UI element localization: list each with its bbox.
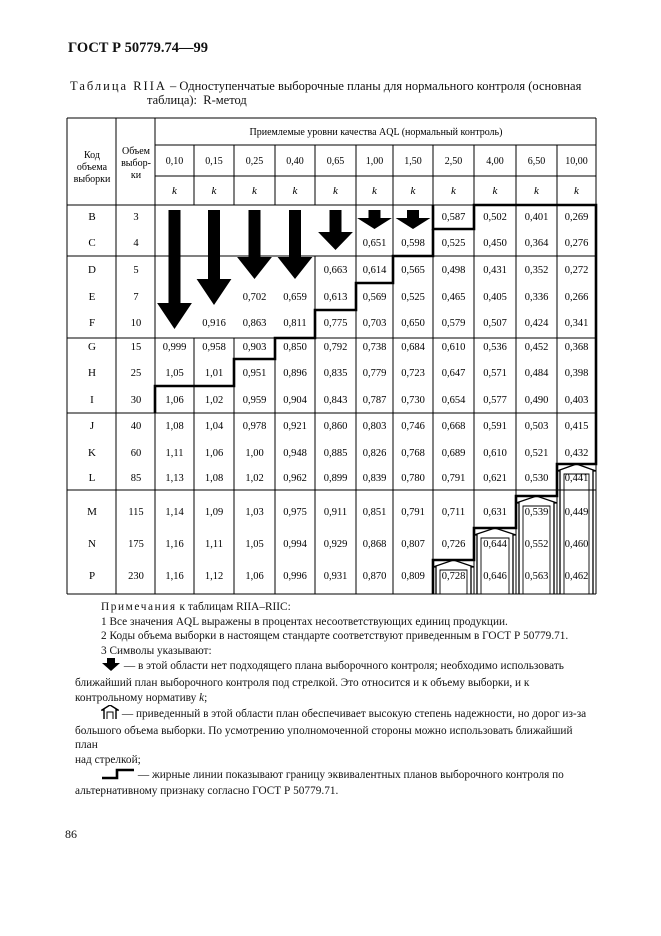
note-1: 1 Все значения AQL выражены в процентах несоответствующих единиц продукции.: [101, 615, 508, 628]
down-arrow-icon: [101, 658, 121, 676]
k-value: 0,780: [401, 473, 425, 484]
k-value: 0,870: [362, 571, 387, 582]
k-value: 0,807: [401, 539, 425, 550]
k-value: 0,651: [362, 238, 387, 249]
sample-code: L: [88, 472, 96, 484]
sample-code: I: [90, 394, 94, 406]
k-value: 0,911: [323, 507, 348, 518]
down-arrow-icon: [237, 210, 272, 279]
k-value: 0,826: [362, 448, 387, 459]
caption-text-2: таблица):: [147, 93, 198, 107]
k-value: 0,563: [524, 571, 549, 582]
k-value: 0,779: [362, 368, 387, 379]
aql-level: 0,65: [326, 156, 345, 167]
k-value: 0,415: [564, 421, 589, 432]
k-value: 0,490: [524, 395, 549, 406]
sample-code: D: [88, 264, 96, 276]
k-value: 0,868: [362, 539, 387, 550]
sample-code: F: [88, 317, 96, 329]
down-arrow-icon: [157, 210, 192, 329]
notes-title-label: Примечания: [101, 601, 177, 613]
k-value: 0,702: [242, 292, 267, 303]
k-symbol: k: [410, 185, 416, 197]
k-value: 1,14: [165, 507, 184, 518]
k-value: 0,525: [441, 238, 466, 249]
k-value: 0,401: [524, 212, 549, 223]
size-column-header: ки: [130, 170, 142, 181]
k-value: 1,08: [204, 473, 224, 484]
k-value: 0,896: [283, 368, 307, 379]
k-value: 0,276: [564, 238, 589, 249]
k-value: 0,598: [401, 238, 425, 249]
k-value: 0,650: [401, 318, 425, 329]
k-value: 0,621: [483, 473, 507, 484]
k-value: 0,450: [483, 238, 507, 249]
k-value: 0,498: [441, 265, 466, 276]
k-value: 0,452: [524, 342, 549, 353]
symbol-1-text-b: ближайший план выборочного контроля под стрелкой. Это относится и к объему выборки, и к: [75, 676, 530, 689]
k-value: 0,860: [323, 421, 348, 432]
k-value: 0,449: [564, 507, 589, 518]
k-value: 0,364: [524, 238, 549, 249]
k-value: 1,11: [165, 448, 184, 459]
caption-label: Таблица RIIA: [70, 79, 167, 93]
k-value: 1,05: [165, 368, 184, 379]
k-value: 0,792: [323, 342, 348, 353]
k-value: 0,959: [242, 395, 267, 406]
k-value: 0,962: [283, 473, 307, 484]
k-value: 0,791: [401, 507, 425, 518]
sample-code: J: [89, 420, 95, 432]
k-value: 0,441: [564, 473, 589, 484]
sample-size: 175: [128, 539, 144, 550]
k-value: 0,539: [524, 507, 549, 518]
sample-size: 4: [133, 238, 139, 249]
k-value: 0,579: [441, 318, 466, 329]
sample-size: 7: [133, 292, 139, 303]
sample-size: 85: [130, 473, 142, 484]
down-arrow-icon: [357, 210, 392, 229]
k-value: 0,644: [483, 539, 507, 550]
aql-level: 10,00: [565, 156, 588, 167]
k-value: 0,791: [441, 473, 466, 484]
sample-size: 40: [130, 421, 142, 432]
k-value: 0,863: [242, 318, 267, 329]
k-value: 0,272: [564, 265, 589, 276]
k-symbol: k: [451, 185, 456, 197]
k-value: 0,904: [283, 395, 307, 406]
k-value: 1,03: [245, 507, 264, 518]
k-value: 0,266: [564, 292, 589, 303]
aql-header: Приемлемые уровни качества AQL (нормальный контроль): [249, 127, 503, 138]
k-value: 0,723: [401, 368, 425, 379]
sample-size: 10: [130, 318, 142, 329]
page-number: 86: [65, 827, 77, 841]
k-value: 0,503: [524, 421, 549, 432]
sample-code: G: [88, 341, 96, 353]
aql-level: 0,25: [245, 156, 264, 167]
k-value: 0,405: [483, 292, 507, 303]
code-column-header: Код: [84, 150, 100, 161]
caption-dash: –: [166, 79, 180, 93]
k-value: 0,571: [483, 368, 507, 379]
k-value: 1,06: [245, 571, 264, 582]
k-value: 0,903: [242, 342, 267, 353]
k-symbol: k: [211, 185, 217, 197]
sample-size: 25: [130, 368, 142, 379]
k-value: 0,507: [483, 318, 507, 329]
k-value: 0,929: [323, 539, 348, 550]
k-value: 0,565: [401, 265, 425, 276]
k-value: 1,08: [165, 421, 184, 432]
k-value: 1,06: [165, 395, 184, 406]
k-value: 0,958: [202, 342, 226, 353]
sample-code: H: [88, 367, 96, 379]
k-value: 0,462: [564, 571, 589, 582]
k-value: 1,09: [204, 507, 224, 518]
k-value: 0,424: [524, 318, 549, 329]
sample-code: E: [88, 291, 96, 303]
k-symbol: k: [333, 185, 338, 197]
k-value: 0,646: [483, 571, 507, 582]
aql-level: 1,50: [404, 156, 422, 167]
k-value: 0,899: [323, 473, 348, 484]
symbol-1-text-a: — в этой области нет подходящего плана выборочного контроля; необходимо использовать: [121, 660, 564, 673]
k-value: 0,978: [242, 421, 267, 432]
k-value: 0,613: [323, 292, 348, 303]
symbol-2-text-c: над стрелкой;: [75, 753, 141, 766]
code-column-header: объема: [76, 162, 108, 173]
k-value: 0,465: [441, 292, 466, 303]
note-2: 2 Коды объема выборки в настоящем стандарте соответствуют приведенным в ГОСТ Р 50779.71.: [101, 630, 569, 643]
k-value: 1,16: [165, 571, 184, 582]
sample-code: P: [88, 570, 96, 582]
size-column-header: Объем: [122, 146, 150, 157]
k-value: 0,811: [283, 318, 307, 329]
sample-size: 30: [130, 395, 142, 406]
sample-size: 60: [130, 448, 142, 459]
sample-size: 3: [133, 212, 139, 223]
k-value: 1,06: [204, 448, 224, 459]
sample-code: K: [88, 447, 96, 459]
k-value: 0,352: [524, 265, 549, 276]
k-value: 0,336: [524, 292, 549, 303]
sample-size: 115: [128, 507, 144, 518]
k-value: 0,768: [401, 448, 425, 459]
k-value: 0,631: [483, 507, 507, 518]
caption-method: R-метод: [203, 93, 247, 107]
k-value: 0,591: [483, 421, 507, 432]
k-value: 1,13: [165, 473, 184, 484]
aql-level: 4,00: [486, 156, 504, 167]
aql-level: 0,40: [286, 156, 304, 167]
k-value: 0,269: [564, 212, 589, 223]
k-value: 0,916: [202, 318, 226, 329]
k-value: 0,975: [283, 507, 307, 518]
caption-text-1: Одноступенчатые выборочные планы для нормального контроля (основная: [179, 79, 582, 93]
k-symbol: k: [252, 185, 257, 197]
aql-level: 0,10: [165, 156, 184, 167]
aql-level: 6,50: [527, 156, 546, 167]
k-value: 0,659: [283, 292, 307, 303]
symbol-2-text-b: большого объема выборки. По усмотрению уполномоченной стороны можно использовать ближайший план: [75, 724, 573, 752]
down-arrow-icon: [396, 210, 431, 229]
symbol-2-text-a: — приведенный в этой области план обеспечивает высокую степень надежности, но дорог из-за: [119, 708, 587, 721]
k-value: 1,05: [245, 539, 264, 550]
k-value: 0,647: [441, 368, 466, 379]
k-value: 0,850: [283, 342, 307, 353]
aql-level: 2,50: [444, 156, 463, 167]
sample-size: 230: [128, 571, 144, 582]
k-value: 0,703: [362, 318, 387, 329]
note-3: 3 Символы указывают:: [101, 644, 212, 657]
k-value: 0,951: [242, 368, 267, 379]
down-arrow-icon: [278, 210, 313, 279]
k-value: 0,809: [401, 571, 425, 582]
k-value: 0,996: [283, 571, 307, 582]
k-value: 1,16: [165, 539, 184, 550]
symbol-1-text-d: ;: [204, 691, 208, 704]
k-symbol: k: [574, 185, 579, 197]
k-value: 0,746: [401, 421, 425, 432]
k-value: 1,02: [204, 395, 224, 406]
symbol-3-text-b: альтернативному признаку согласно ГОСТ Р 50779.71.: [75, 785, 339, 798]
k-value: 0,803: [362, 421, 387, 432]
k-value: 0,921: [283, 421, 307, 432]
k-value: 0,460: [564, 539, 589, 550]
k-value: 0,885: [323, 448, 348, 459]
k-value: 0,587: [441, 212, 466, 223]
aql-level: 0,15: [205, 156, 223, 167]
k-value: 0,711: [441, 507, 466, 518]
k-value: 0,775: [323, 318, 348, 329]
k-value: 0,931: [323, 571, 348, 582]
sample-code: N: [88, 538, 96, 550]
k-value: 0,530: [524, 473, 549, 484]
k-value: 0,432: [564, 448, 589, 459]
k-value: 0,994: [283, 539, 307, 550]
k-value: 0,368: [564, 342, 589, 353]
k-value: 0,668: [441, 421, 466, 432]
up-arrow-icon: [101, 705, 119, 724]
k-value: 0,999: [162, 342, 187, 353]
k-value: 0,684: [401, 342, 425, 353]
code-column-header: выборки: [73, 174, 111, 185]
k-value: 0,610: [483, 448, 507, 459]
k-value: 0,843: [323, 395, 348, 406]
k-value: 0,726: [441, 539, 466, 550]
k-value: 1,00: [245, 448, 264, 459]
k-value: 1,12: [204, 571, 224, 582]
k-value: 0,398: [564, 368, 589, 379]
k-value: 0,341: [564, 318, 589, 329]
k-value: 0,787: [362, 395, 387, 406]
k-value: 0,839: [362, 473, 387, 484]
symbol-1-text-c: контрольному нормативу: [75, 691, 200, 704]
aql-level: 1,00: [365, 156, 384, 167]
k-symbol: k: [372, 185, 377, 197]
k-value: 0,521: [524, 448, 549, 459]
bold-line-icon: [101, 768, 135, 785]
k-value: 0,610: [441, 342, 466, 353]
k-value: 0,552: [524, 539, 549, 550]
size-column-header: выбор-: [121, 158, 151, 169]
down-arrow-icon: [197, 210, 232, 305]
k-value: 0,730: [401, 395, 425, 406]
k-value: 1,02: [245, 473, 264, 484]
k-value: 0,577: [483, 395, 507, 406]
sample-size: 5: [133, 265, 139, 276]
sample-size: 15: [130, 342, 142, 353]
k-value: 0,663: [323, 265, 348, 276]
k-value: 1,04: [204, 421, 224, 432]
sample-code: M: [87, 506, 97, 518]
k-symbol: k: [292, 185, 298, 197]
symbol-3-text-a: — жирные линии показывают границу эквивалентных планов выборочного контроля по: [135, 768, 564, 781]
k-symbol: k: [172, 185, 177, 197]
notes-title-rest: к таблицам RIIA–RIIC:: [176, 601, 291, 613]
k-value: 0,502: [483, 212, 507, 223]
sample-code: C: [88, 237, 96, 249]
down-arrow-icon: [318, 210, 353, 250]
k-value: 0,689: [441, 448, 466, 459]
k-value: 0,835: [323, 368, 348, 379]
standard-header: ГОСТ Р 50779.74—99: [68, 40, 208, 56]
k-value: 0,525: [401, 292, 425, 303]
k-symbol: k: [534, 185, 539, 197]
k-value: 0,851: [362, 507, 387, 518]
symbol-1-k: k: [199, 691, 205, 704]
k-value: 0,431: [483, 265, 507, 276]
k-value: 0,948: [283, 448, 307, 459]
k-symbol: k: [492, 185, 498, 197]
k-value: 1,01: [204, 368, 224, 379]
k-value: 0,614: [362, 265, 387, 276]
sample-code: B: [88, 211, 96, 223]
k-value: 0,484: [524, 368, 549, 379]
k-value: 0,569: [362, 292, 387, 303]
k-value: 0,536: [483, 342, 507, 353]
k-value: 0,654: [441, 395, 466, 406]
k-value: 0,403: [564, 395, 589, 406]
k-value: 1,11: [205, 539, 223, 550]
notes-block: [75, 600, 597, 799]
k-value: 0,728: [441, 571, 466, 582]
k-value: 0,738: [362, 342, 387, 353]
